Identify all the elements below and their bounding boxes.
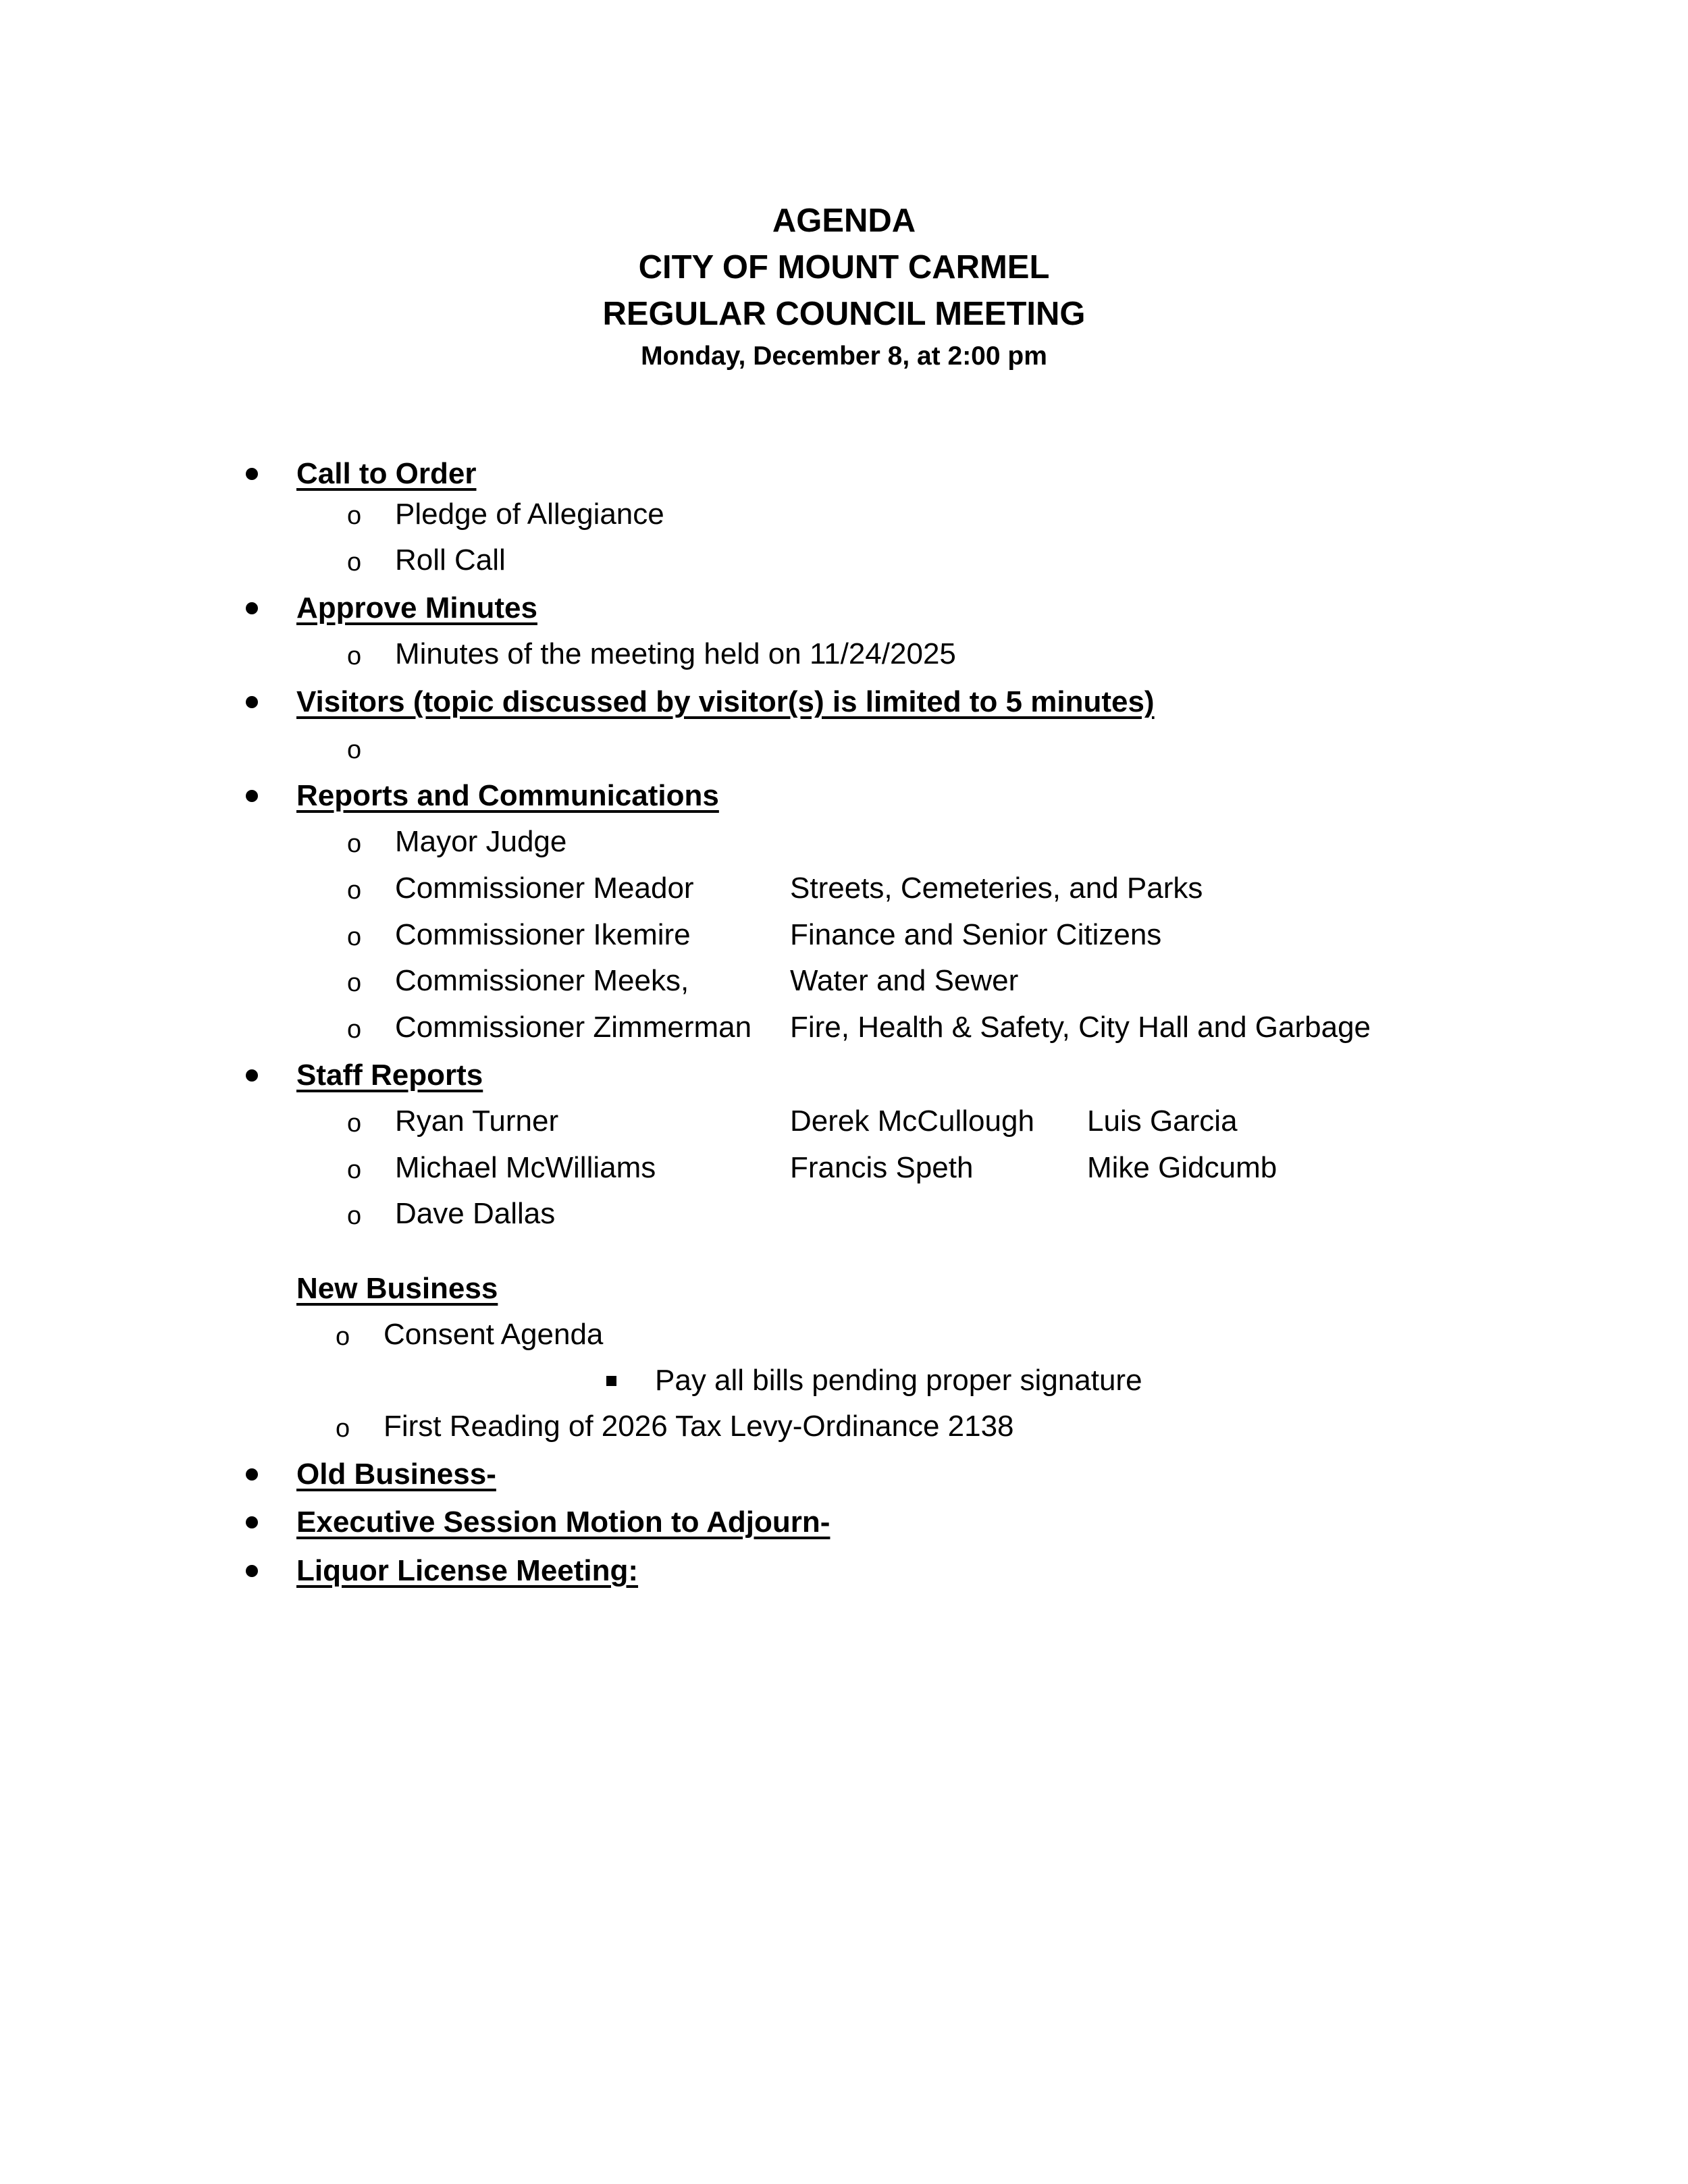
report-meador: Commissioner Meador [395,872,694,905]
staff-name: Luis Garcia [1087,1104,1238,1138]
meeting-date: Monday, December 8, at 2:00 pm [641,342,1047,371]
circle-bullet-icon: o [347,642,362,670]
report-ikemire: Commissioner Ikemire [395,918,691,951]
circle-bullet-icon: o [347,830,362,858]
square-bullet-icon [606,1376,616,1386]
circle-bullet-icon: o [347,923,362,951]
circle-bullet-icon: o [347,876,362,905]
staff-name: Ryan Turner [395,1104,559,1138]
doc-title: AGENDA [772,203,916,239]
circle-bullet-icon: o [347,969,362,997]
circle-bullet-icon: o [347,1202,362,1230]
staff-name: Derek McCullough [790,1104,1034,1138]
staff-name: Dave Dallas [395,1197,556,1230]
staff-name: Mike Gidcumb [1087,1151,1277,1184]
section-call-to-order: Call to Order [296,457,477,490]
bullet-icon [246,1468,258,1481]
circle-bullet-icon: o [347,1156,362,1184]
report-zimmerman-area: Fire, Health & Safety, City Hall and Garbage [790,1011,1371,1044]
bullet-icon [246,790,258,802]
report-ikemire-area: Finance and Senior Citizens [790,918,1162,951]
circle-bullet-icon: o [347,736,362,764]
item-roll-call: Roll Call [395,543,506,577]
report-meeks-area: Water and Sewer [790,964,1019,997]
section-visitors: Visitors (topic discussed by visitor(s) is limited to 5 minutes) [296,685,1155,718]
section-reports: Reports and Communications [296,779,719,812]
circle-bullet-icon: o [336,1414,350,1443]
circle-bullet-icon: o [347,548,362,577]
meeting-type: REGULAR COUNCIL MEETING [602,296,1086,332]
circle-bullet-icon: o [347,1109,362,1138]
staff-name: Francis Speth [790,1151,974,1184]
item-first-reading: First Reading of 2026 Tax Levy-Ordinance 2138 [384,1410,1014,1443]
item-consent-agenda: Consent Agenda [384,1318,604,1351]
bullet-icon [246,696,258,708]
section-new-business: New Business [296,1272,498,1305]
section-liquor-license: Liquor License Meeting: [296,1554,639,1587]
section-executive-session: Executive Session Motion to Adjourn- [296,1506,830,1539]
item-pay-bills: Pay all bills pending proper signature [655,1364,1142,1397]
bullet-icon [246,602,258,614]
section-old-business: Old Business- [296,1458,496,1491]
bullet-icon [246,468,258,480]
city-name: CITY OF MOUNT CARMEL [638,249,1050,286]
staff-name: Michael McWilliams [395,1151,656,1184]
bullet-icon [246,1069,258,1082]
item-pledge: Pledge of Allegiance [395,498,664,531]
section-approve-minutes: Approve Minutes [296,591,537,624]
report-zimmerman: Commissioner Zimmerman [395,1011,752,1044]
report-meeks: Commissioner Meeks, [395,964,689,997]
circle-bullet-icon: o [336,1323,350,1351]
bullet-icon [246,1516,258,1528]
report-mayor: Mayor Judge [395,825,567,858]
item-minutes: Minutes of the meeting held on 11/24/2025 [395,637,956,670]
circle-bullet-icon: o [347,1015,362,1044]
bullet-icon [246,1565,258,1577]
report-meador-area: Streets, Cemeteries, and Parks [790,872,1203,905]
section-staff-reports: Staff Reports [296,1059,483,1092]
circle-bullet-icon: o [347,502,362,530]
